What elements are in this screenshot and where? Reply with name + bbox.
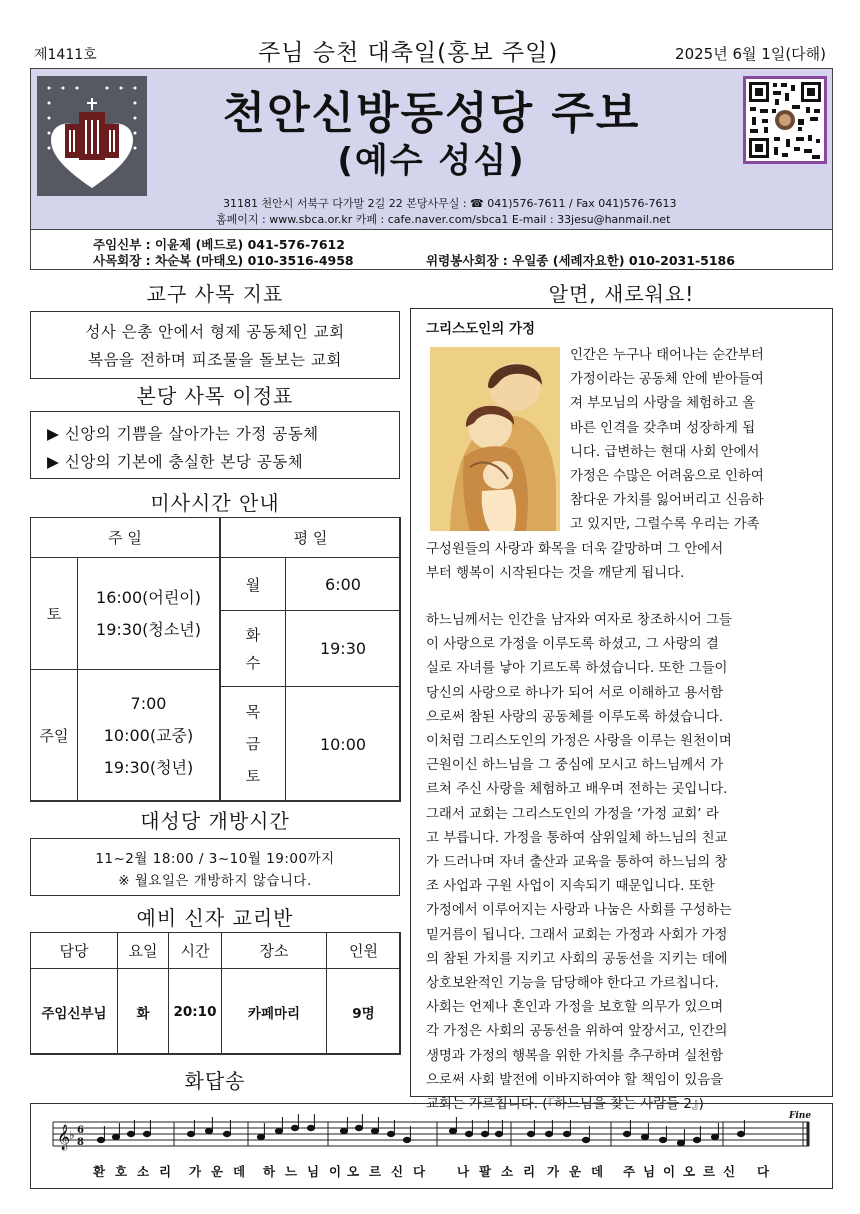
note-head	[403, 1137, 410, 1142]
note-head	[340, 1128, 347, 1133]
lyric-syllable: 주	[623, 1164, 636, 1179]
saturday-times	[77, 557, 220, 670]
note-head	[545, 1131, 552, 1136]
note-head	[641, 1134, 648, 1139]
col-header: 요일	[117, 932, 169, 969]
note-head	[112, 1134, 119, 1139]
note-head	[205, 1128, 212, 1133]
note-head	[143, 1131, 150, 1136]
note-head	[495, 1131, 502, 1136]
article-line: 가정은 수많은 어려움으로 인하여	[570, 469, 764, 485]
article-line: 고 있지만, 그럴수록 우리는 가족	[570, 517, 760, 533]
note-head	[659, 1137, 666, 1142]
bulletin-subtitle: (예수 성심)	[337, 141, 526, 181]
svg-text:6: 6	[77, 1125, 84, 1136]
note-head	[449, 1128, 456, 1133]
council-contact: 사목회장 : 차순복 (마태오) 010-3516-4958	[93, 253, 354, 268]
psalm-score	[30, 1103, 833, 1189]
open-hours-line: 11~2월 18:00 / 3~10월 19:00까지	[95, 851, 335, 867]
note-head	[223, 1131, 230, 1136]
svg-text:♭: ♭	[69, 1128, 75, 1142]
day-label: 화	[245, 625, 261, 644]
article-line: 사회는 언제나 혼인과 가정을 보호할 의무가 있으며	[426, 1000, 724, 1016]
table-cell: 20:10	[168, 968, 222, 1055]
article-paragraph-2	[426, 609, 822, 1117]
article-line: 의 참된 가치를 지키고 사회의 공동선을 지키는 데에	[426, 951, 728, 967]
lyric-syllable: 가	[189, 1164, 202, 1179]
monday-time: 6:00	[285, 557, 401, 611]
lyric-syllable: 느	[285, 1164, 298, 1179]
lyric-syllable: 다	[757, 1164, 770, 1179]
article-line: 가 드러나며 자녀 출산과 교육을 통하여 하느님의 창	[426, 855, 728, 871]
mass-heading: 미사시간 안내	[150, 491, 280, 515]
article-line: 바른 인격을 갖추며 성장하게 됩	[570, 420, 756, 436]
note-head	[291, 1125, 298, 1130]
col-header: 인원	[326, 932, 401, 969]
diocese-heading: 교구 사목 지표	[146, 282, 284, 306]
sunday-header: 주 일	[30, 517, 220, 558]
article-line: 니다. 급변하는 현대 사회 안에서	[570, 444, 760, 460]
lyric-syllable: 오	[347, 1164, 360, 1179]
mass-schedule-table	[30, 517, 400, 801]
holy-family-image	[430, 347, 560, 531]
lyric-syllable: 오	[683, 1164, 696, 1179]
feast-title: 주님 승천 대축일(홍보 주일)	[258, 40, 559, 66]
note-head	[355, 1125, 362, 1130]
bulletin-title: 천안신방동성당 주보	[222, 88, 641, 139]
table-cell: 카페마리	[221, 968, 327, 1055]
note-head	[387, 1131, 394, 1136]
qr-code-icon[interactable]	[743, 76, 827, 164]
article-line: 실로 자녀를 낳아 기르도록 하셨습니다. 또한 그들이	[426, 661, 728, 677]
open-hours-heading: 대성당 개방시간	[140, 809, 290, 833]
note-head	[307, 1125, 314, 1130]
article-line: 참다운 가치를 잃어버리고 신음하	[570, 493, 764, 509]
open-hours-box	[30, 838, 400, 896]
lyric-syllable: 환	[93, 1164, 106, 1179]
day-label: 금	[245, 735, 261, 753]
note-head	[97, 1137, 104, 1142]
table-cell: 화	[117, 968, 169, 1055]
lyric-syllable: 이	[663, 1164, 676, 1179]
day-label: 수	[245, 653, 261, 672]
thu-fri-sat-label	[220, 686, 286, 802]
lyric-syllable: 데	[591, 1164, 604, 1179]
saturday-label: 토	[30, 557, 78, 670]
svg-text:8: 8	[77, 1137, 84, 1148]
note-head	[623, 1131, 630, 1136]
masthead	[30, 68, 833, 230]
thu-fri-sat-time: 10:00	[285, 686, 401, 802]
table-cell: 주임신부님	[30, 968, 118, 1055]
article-line: 교회는 가르칩니다. (『하느님을 찾는 사람들 2』)	[426, 1097, 704, 1113]
lyric-syllable: 르	[703, 1164, 716, 1179]
lyric-syllable: 운	[211, 1164, 224, 1179]
lyric-syllable: 님	[643, 1164, 656, 1179]
mass-time: 19:30(청년)	[103, 757, 194, 777]
issue-number: 제1411호	[34, 47, 97, 63]
col-header: 시간	[168, 932, 222, 969]
article-paragraph-1	[426, 538, 822, 586]
catechumen-table	[30, 932, 400, 1054]
monday-label: 월	[220, 557, 286, 611]
contact-bar	[30, 230, 833, 270]
article-line: 져 부모님의 사랑을 체험하고 올	[570, 396, 756, 412]
catechumen-heading: 예비 신자 교리반	[136, 906, 294, 930]
note-head	[693, 1137, 700, 1142]
lyric-syllable: 데	[233, 1164, 246, 1179]
address-line: 31181 천안시 서북구 다가말 2길 22 본당사무실 : ☎ 041)576-7611 / Fax 041)576-7613	[223, 197, 677, 210]
top-line	[30, 34, 830, 64]
article-line: 부터 행복이 시작된다는 것을 깨닫게 됩니다.	[426, 566, 685, 582]
web-line: 홈페이지 : www.sbca.or.kr 카페 : cafe.naver.com/sbca1 E-mail : 33jesu@hanmail.net	[216, 213, 671, 226]
minister-contact: 위령봉사회장 : 우일종 (세례자요한) 010-2031-5186	[426, 253, 735, 268]
note-head	[275, 1128, 282, 1133]
lyric-syllable: 팔	[479, 1164, 492, 1179]
lyric-syllable: 가	[547, 1164, 560, 1179]
music-staff	[31, 1104, 832, 1188]
article-line: 으로써 사회 발전에 이바지하여야 할 책임이 있음을	[426, 1072, 724, 1088]
lyric-syllable: 나	[457, 1164, 470, 1179]
issue-date: 2025년 6월 1일(다해)	[675, 45, 826, 63]
tue-wed-time: 19:30	[285, 610, 401, 687]
lyric-syllable: 리	[159, 1164, 172, 1179]
note-head	[711, 1134, 718, 1139]
parish-item: ▶ 신앙의 기쁨을 살아가는 가정 공동체	[47, 425, 319, 443]
article-box	[410, 308, 833, 1113]
article-line: 이 사랑으로 가정을 이루도록 하셨고, 그 사랑의 결	[426, 637, 719, 653]
note-head	[257, 1134, 264, 1139]
open-hours-note: ※ 월요일은 개방하지 않습니다.	[118, 873, 312, 889]
article-line: 밑거름이 됩니다. 그래서 교회는 가정과 사회가 가정	[426, 927, 728, 943]
article-line: 으로써 참된 사랑의 공동체를 이루도록 하셨습니다.	[426, 709, 724, 725]
fine-mark: Fine	[789, 1111, 812, 1121]
col-header: 장소	[221, 932, 327, 969]
note-head	[677, 1140, 684, 1145]
article-line: 이처럼 그리스도인의 가정은 사랑을 이루는 원천이며	[426, 734, 732, 750]
article-line: 고 부릅니다. 가정을 통하여 삼위일체 하느님의 친교	[426, 830, 728, 846]
article-line: 생명과 가정의 행복을 위한 가치를 추구하며 실천함	[426, 1048, 724, 1064]
note-head	[127, 1131, 134, 1136]
sunday-times	[77, 669, 220, 802]
svg-text:𝄞: 𝄞	[57, 1125, 71, 1150]
note-head	[465, 1131, 472, 1136]
note-head	[582, 1137, 589, 1142]
article-line: 당신의 사랑으로 하나가 되어 서로 이해하고 용서함	[426, 685, 724, 701]
diocese-box	[30, 311, 400, 379]
article-line: 각 가정은 사회의 공동선을 위하여 앞장서고, 인간의	[426, 1024, 728, 1040]
lyric-syllable: 호	[115, 1164, 128, 1179]
article-line: 구성원들의 사랑과 화목을 더욱 갈망하며 그 안에서	[426, 542, 724, 557]
article-line: 조 사업과 구원 사업이 지속되기 때문입니다. 또한	[426, 879, 715, 895]
lyric-syllable: 하	[263, 1164, 276, 1179]
lyric-syllable: 르	[369, 1164, 382, 1179]
lyric-syllable: 신	[391, 1164, 404, 1179]
lyric-syllable: 리	[523, 1164, 536, 1179]
day-label: 목	[245, 703, 261, 721]
article-line: 상호보완적인 기능을 담당해야 한다고 가르칩니다.	[426, 976, 719, 992]
psalm-heading: 화답송	[184, 1069, 246, 1093]
parish-item: ▶ 신앙의 기본에 충실한 본당 공동체	[47, 453, 304, 471]
mass-time: 19:30(청소년)	[96, 619, 201, 639]
table-cell: 9명	[326, 968, 401, 1055]
note-head	[563, 1131, 570, 1136]
mass-time: 7:00	[130, 693, 167, 713]
day-label: 토	[245, 767, 261, 785]
article-line: 가정이라는 공동체 안에 받아들여	[570, 372, 764, 388]
note-head	[527, 1131, 534, 1136]
mass-time: 16:00(어린이)	[96, 587, 201, 607]
article-title: 그리스도인의 가정	[426, 321, 536, 337]
article-line: 하느님께서는 인간을 남자와 여자로 창조하시어 그들	[426, 613, 732, 628]
col-header: 담당	[30, 932, 118, 969]
article-line: 인간은 누구나 태어나는 순간부터	[570, 348, 764, 363]
pastor-contact: 주임신부 : 이윤제 (베드로) 041-576-7612	[93, 237, 345, 252]
note-head	[481, 1131, 488, 1136]
tue-wed-label	[220, 610, 286, 687]
parish-heading: 본당 사목 이정표	[136, 384, 294, 408]
article-line: 근원이신 하느님을 그 중심에 모시고 하느님께서 가	[426, 758, 724, 774]
lyric-syllable: 소	[137, 1164, 150, 1179]
lyric-syllable: 소	[501, 1164, 514, 1179]
lyric-syllable: 님	[307, 1164, 320, 1179]
weekday-header: 평 일	[220, 517, 401, 558]
article-line: 르쳐 주신 사랑을 체험하고 배우며 전하는 곳입니다.	[426, 782, 728, 798]
note-head	[187, 1131, 194, 1136]
lyric-syllable: 다	[413, 1164, 426, 1179]
article-section-heading: 알면, 새로워요!	[548, 282, 695, 306]
mass-time: 10:00(교중)	[103, 725, 194, 745]
parish-box	[30, 411, 400, 479]
lyric-syllable: 신	[723, 1164, 736, 1179]
note-head	[371, 1128, 378, 1133]
article-paragraph-wrap	[570, 344, 821, 538]
diocese-line: 성사 은총 안에서 형제 공동체인 교회	[85, 323, 345, 341]
sunday-label: 주일	[30, 669, 78, 802]
article-line: 가정에서 이루어지는 사랑과 나눔은 사회를 구성하는	[426, 903, 732, 919]
lyric-syllable: 이	[329, 1164, 342, 1179]
lyric-syllable: 운	[569, 1164, 582, 1179]
article-line: 그래서 교회는 그리스도인의 가정을 ‘가정 교회’ 라	[426, 806, 719, 822]
note-head	[737, 1131, 744, 1136]
diocese-line: 복음을 전하며 피조물을 돌보는 교회	[88, 351, 342, 369]
